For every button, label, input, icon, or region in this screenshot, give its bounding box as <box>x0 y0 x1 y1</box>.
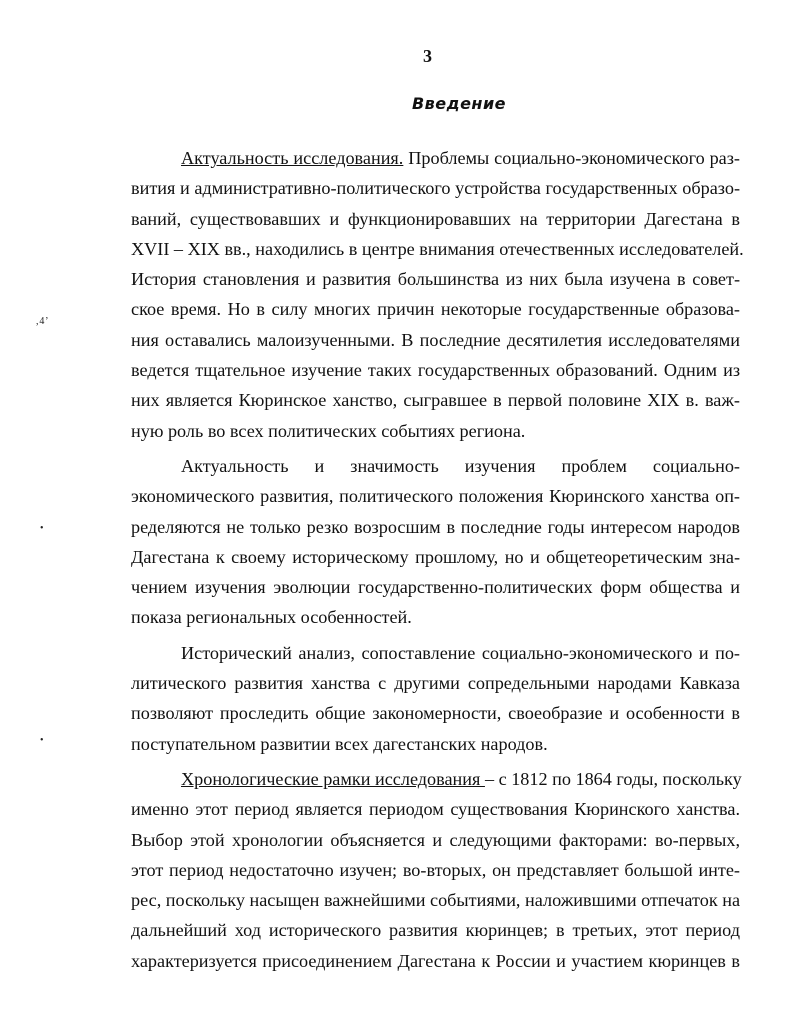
paragraph-line: Хронологические рамки исследования – с 1812 по 1864 годы, поскольку <box>181 768 742 789</box>
paragraph-lead-underlined: Актуальность исследования. <box>181 148 404 168</box>
margin-mark: • <box>40 735 44 746</box>
margin-mark: • <box>40 523 44 534</box>
paragraph-line: ределяются не только резко возросшим в последние годы интересом народов <box>131 516 740 537</box>
page-number: 3 <box>423 46 432 66</box>
paragraph-line: История становления и развития большинства из них была изучена в совет- <box>131 269 740 290</box>
paragraph-line: этот период недостаточно изучен; во-вторых, он представляет большой инте- <box>131 859 740 880</box>
margin-mark: , 4 ’ <box>36 316 49 327</box>
paragraph-line: ское время. Но в силу многих причин некоторые государственные образова- <box>131 299 740 320</box>
paragraph-line: именно этот период является периодом существования Кюринского ханства. <box>131 799 740 820</box>
paragraph-line: Актуальность и значимость изучения проблем социально- <box>181 455 740 476</box>
paragraph-line: ния оставались малоизученными. В последние десятилетия исследователями <box>131 329 740 350</box>
paragraph-line: чением изучения эволюции государственно-политических форм общества и <box>131 577 740 598</box>
paragraph-lead-underlined: Хронологические рамки исследования <box>181 768 485 789</box>
paragraph-line: Актуальность исследования. Проблемы социально-экономического раз- <box>181 148 740 168</box>
paragraph-line: позволяют проследить общие закономерности, своеобразие и особенности в <box>131 703 740 724</box>
paragraph-line: Исторический анализ, сопоставление социально-экономического и по- <box>181 642 740 663</box>
paragraph-line: экономического развития, политического положения Кюринского ханства оп- <box>131 486 740 507</box>
paragraph-line: Выбор этой хронологии объясняется и следующими факторами: во-первых, <box>131 829 740 850</box>
paragraph-line: них является Кюринское ханство, сыгравшее в первой половине XIX в. важ- <box>131 390 740 411</box>
paragraph-line: дальнейший ход исторического развития кюринцев; в третьих, этот период <box>131 920 740 941</box>
paragraph-line: Дагестана к своему историческому прошлому, но и общетеоретическим зна- <box>131 546 740 567</box>
body-text <box>131 143 744 976</box>
paragraph-line: ведется тщательное изучение таких государственных образований. Одним из <box>131 360 740 381</box>
paragraph-line: характеризуется присоединением Дагестана к России и участием кюринцев в <box>131 950 740 971</box>
section-heading: Введение <box>411 94 507 113</box>
paragraph-line: XVII – XIX вв., находились в центре внимания отечественных исследователей. <box>131 238 744 259</box>
paragraph-line: вития и административно-политического устройства государственных образо- <box>131 178 740 199</box>
paragraph-line: литического развития ханства с другими сопредельными народами Кавказа <box>131 673 740 694</box>
paragraph-line: поступательном развитии всех дагестанских народов. <box>131 733 548 754</box>
paragraph-line: рес, поскольку насыщен важнейшими событиями, наложившими отпечаток на <box>131 890 741 911</box>
paragraph-line: показа региональных особенностей. <box>131 607 412 628</box>
paragraph-line: ную роль во всех политических событиях региона. <box>131 420 526 441</box>
paragraph-line: ваний, существовавших и функционировавших на территории Дагестана в <box>131 208 740 229</box>
